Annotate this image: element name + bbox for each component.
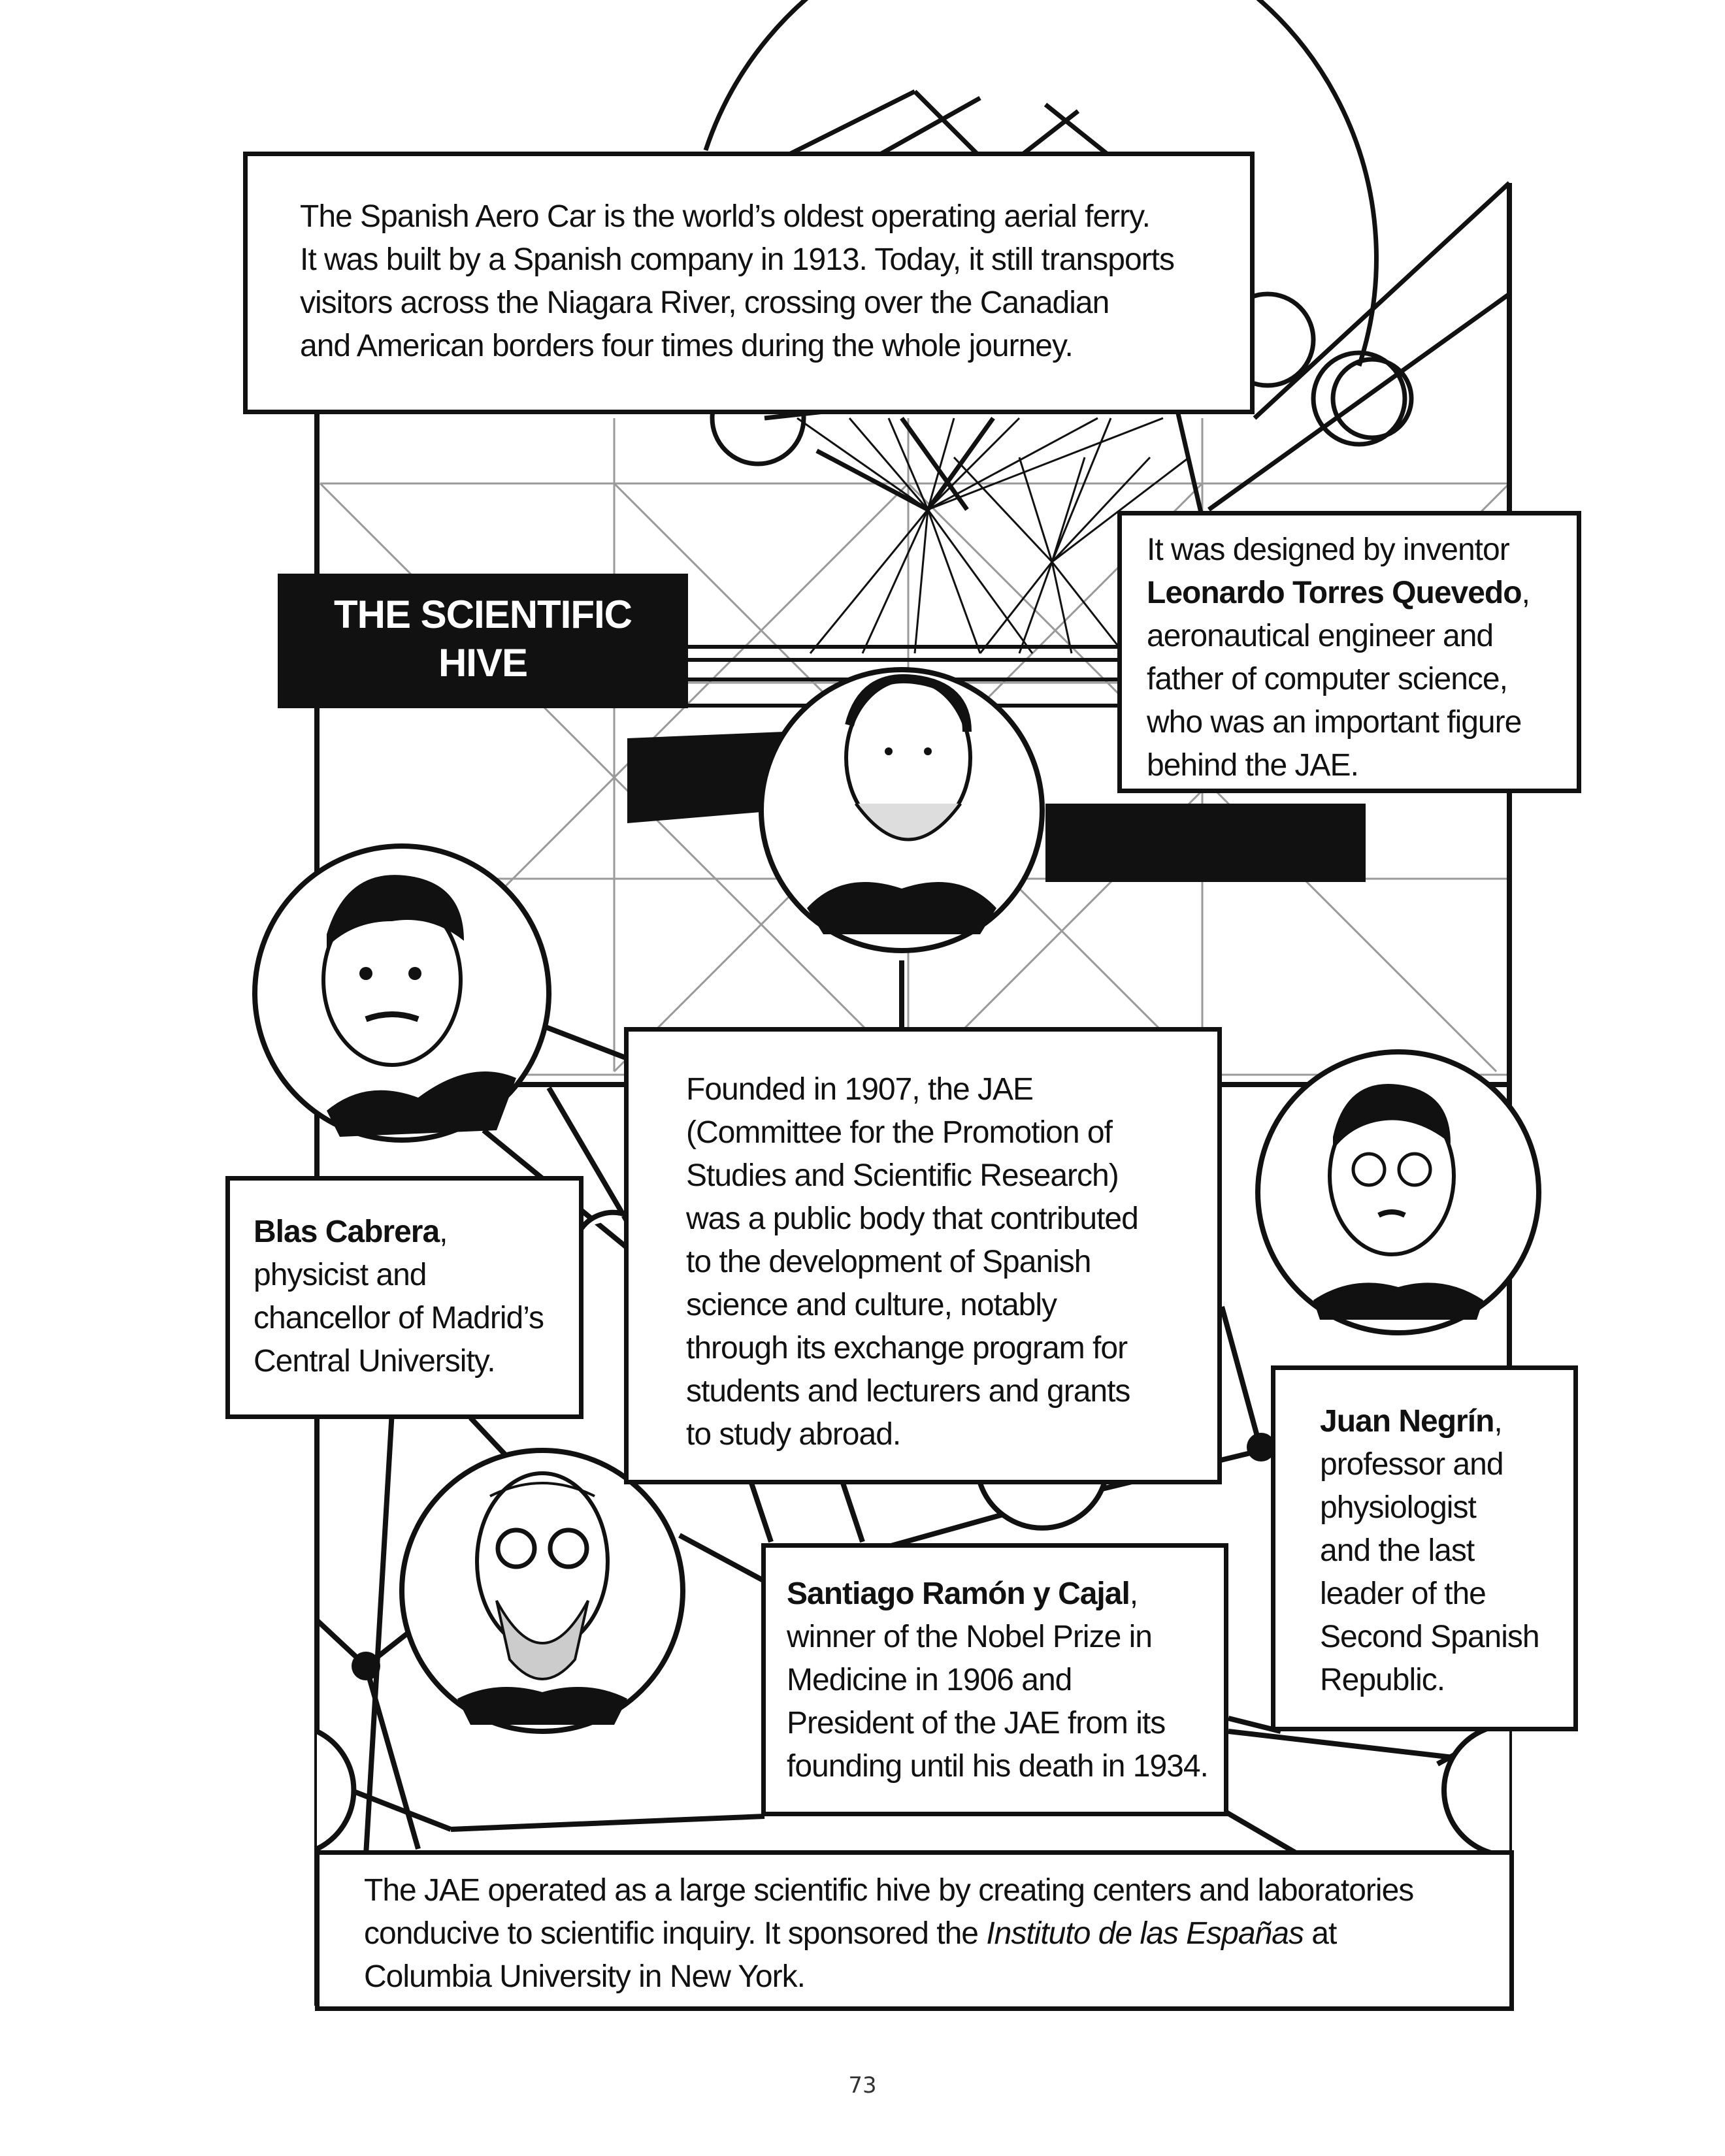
- hive-node-dot: [352, 1652, 380, 1680]
- jae-line-6: science and culture, notably: [686, 1288, 1057, 1322]
- negrin-line-6: Second Spanish: [1320, 1620, 1539, 1654]
- aero-car-line-3: visitors across the Niagara River, crossing over the Canadian: [300, 286, 1109, 320]
- cajal-line-1: [787, 1573, 1224, 1616]
- torres-line-1: It was designed by inventor: [1147, 532, 1509, 567]
- jae-line-2: (Committee for the Promotion of: [686, 1115, 1112, 1150]
- jae-line-3: Studies and Scientific Research): [686, 1158, 1119, 1193]
- jae-line-4: was a public body that contributed: [686, 1201, 1138, 1236]
- cabrera-name: Blas Cabrera: [254, 1215, 440, 1249]
- aero-car-line-4: and American borders four times during the whole journey.: [300, 329, 1073, 363]
- cabrera-line-3: chancellor of Madrid’s: [254, 1301, 544, 1335]
- caption-jae: [624, 1027, 1222, 1484]
- negrin-line-7: Republic.: [1320, 1663, 1445, 1697]
- torres-line-4: father of computer science,: [1147, 662, 1507, 696]
- hive-line-2: [364, 1912, 1509, 1955]
- caption-juan-negrin: [1271, 1365, 1578, 1731]
- portrait-torres-quevedo: [761, 670, 1042, 951]
- hive-line-2-post: at: [1303, 1916, 1337, 1951]
- title-line-2: HIVE: [438, 641, 528, 685]
- cajal-line-5: founding until his death in 1934.: [787, 1749, 1208, 1784]
- caption-aero-car: [243, 152, 1255, 414]
- jae-line-5: to the development of Spanish: [686, 1245, 1091, 1279]
- aero-car-line-2: It was built by a Spanish company in 1913. Today, it still transports: [300, 242, 1174, 277]
- caption-blas-cabrera: [225, 1176, 583, 1419]
- hive-institute-name: Instituto de las Españas: [986, 1916, 1304, 1951]
- cabrera-line-4: Central University.: [254, 1344, 495, 1379]
- cajal-line-4: President of the JAE from its: [787, 1706, 1166, 1740]
- negrin-line-3: physiologist: [1320, 1490, 1476, 1525]
- portrait-blas-cabrera: [255, 846, 549, 1140]
- aero-car-line-1: The Spanish Aero Car is the world’s oldest operating aerial ferry.: [300, 199, 1150, 234]
- portrait-juan-negrin: [1258, 1052, 1539, 1333]
- cajal-line-2: winner of the Nobel Prize in: [787, 1620, 1152, 1654]
- title-banner: [278, 574, 688, 708]
- torres-line-6: behind the JAE.: [1147, 748, 1358, 783]
- jae-line-1: Founded in 1907, the JAE: [686, 1072, 1034, 1107]
- torres-line-3: aeronautical engineer and: [1147, 619, 1494, 653]
- cabrera-line-2: physicist and: [254, 1258, 427, 1292]
- title-line-1: THE SCIENTIFIC: [333, 593, 632, 636]
- aero-car-basket-right: [1045, 804, 1366, 882]
- portrait-santiago-ramon-y-cajal: [402, 1450, 683, 1731]
- torres-name-suffix: ,: [1521, 576, 1530, 610]
- negrin-line-5: leader of the: [1320, 1576, 1486, 1611]
- hive-line-2-pre: conducive to scientific inquiry. It sponsored the: [364, 1916, 987, 1951]
- cabrera-name-suffix: ,: [439, 1215, 448, 1249]
- cajal-line-3: Medicine in 1906 and: [787, 1663, 1072, 1697]
- page-number: 73: [848, 2072, 877, 2099]
- negrin-line-2: professor and: [1320, 1447, 1503, 1482]
- hive-line-1: The JAE operated as a large scientific hive by creating centers and laboratories: [364, 1873, 1414, 1908]
- cajal-name-suffix: ,: [1129, 1576, 1138, 1611]
- negrin-line-4: and the last: [1320, 1533, 1475, 1568]
- jae-line-9: to study abroad.: [686, 1417, 901, 1452]
- torres-line-5: who was an important figure: [1147, 705, 1522, 740]
- cajal-name: Santiago Ramón y Cajal: [787, 1576, 1130, 1611]
- jae-line-7: through its exchange program for: [686, 1331, 1128, 1365]
- negrin-line-1: [1320, 1400, 1573, 1443]
- cabrera-line-1: [254, 1211, 579, 1254]
- jae-line-8: students and lecturers and grants: [686, 1374, 1130, 1409]
- negrin-name: Juan Negrín: [1320, 1404, 1494, 1439]
- caption-torres-quevedo: [1117, 511, 1581, 793]
- caption-scientific-hive: [315, 1850, 1514, 2011]
- negrin-name-suffix: ,: [1494, 1404, 1502, 1439]
- torres-name: Leonardo Torres Quevedo: [1147, 576, 1522, 610]
- caption-santiago-ramon-y-cajal: [761, 1543, 1228, 1816]
- torres-line-2: [1147, 572, 1577, 615]
- hive-line-3: Columbia University in New York.: [364, 1959, 805, 1994]
